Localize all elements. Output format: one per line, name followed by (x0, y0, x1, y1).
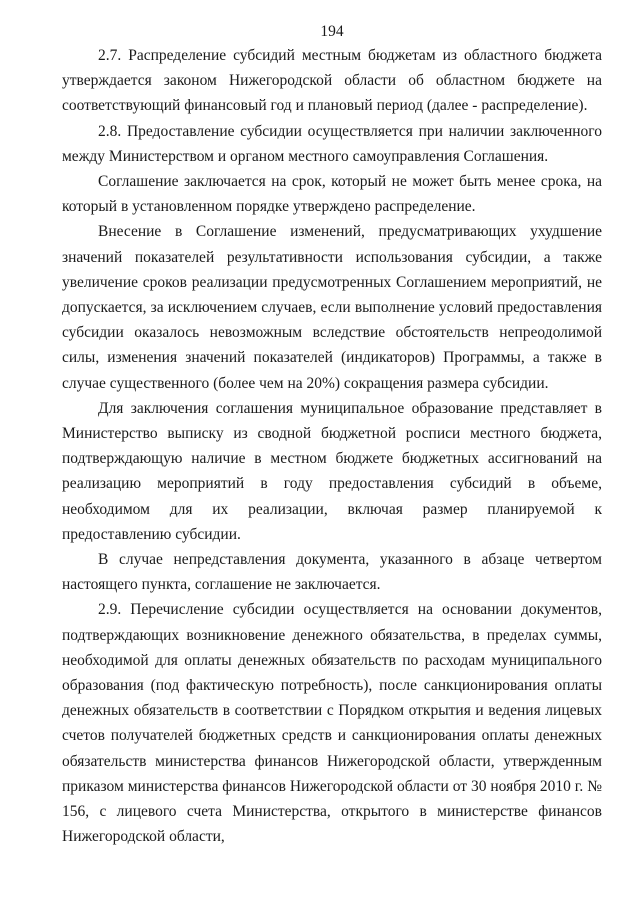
page-number: 194 (320, 23, 344, 40)
paragraph-agreement-changes: Внесение в Соглашение изменений, предусматривающих ухудшение значений показателей результативности использования субсидии, а также увеличение сроков реализации предусмотренных Соглашением мероприятий, не допускается, за исключением случаев, если выполнение условий предоставления субсидии оказалось невозможным вследствие обстоятельств непреодолимой силы, изменения значений показателей (индикаторов) Программы, а также в случае существенного (более чем на 20%) сокращения размера субсидии. (62, 223, 602, 392)
paragraph-2-7-distribution: 2.7. Распределение субсидий местным бюджетам из областного бюджета утверждается законом Нижегородской области об областном бюджете на соответствующий финансовый год и плановый период (далее - распределение). (62, 47, 602, 115)
paragraph-budget-extract: Для заключения соглашения муниципальное образование представляет в Министерство выписку из сводной бюджетной росписи местного бюджета, подтверждающую наличие в местном бюджете бюджетных ассигнований на реализацию мероприятий в году предоставления субсидий в объеме, необходимом для их реализации, включая размер планируемой к предоставлению субсидии. (62, 399, 602, 543)
paragraph-agreement-term: Соглашение заключается на срок, который не может быть менее срока, на который в установленном порядке утверждено распределение. (62, 173, 602, 216)
document-page (62, 22, 602, 850)
paragraph-2-9-transfer: 2.9. Перечисление субсидии осуществляется на основании документов, подтверждающих возникновение денежного обязательства, в пределах суммы, необходимой для оплаты денежных обязательств по расходам муниципального образования (под фактическую потребность), после санкционирования оплаты денежных обязательств в соответствии с Порядком открытия и ведения лицевых счетов получателей бюджетных средств и санкционирования оплаты денежных обязательств министерства финансов Нижегородской области, утвержденным приказом министерства финансов Нижегородской области от 30 ноября 2010 г. № 156, с лицевого счета Министерства, открытого в министерстве финансов Нижегородской области, (62, 601, 602, 846)
paragraph-2-8-agreement: 2.8. Предоставление субсидии осуществляется при наличии заключенного между Министерством и органом местного самоуправления Соглашения. (62, 122, 602, 165)
paragraph-non-submission: В случае непредставления документа, указанного в абзаце четвертом настоящего пункта, соглашение не заключается. (62, 551, 602, 594)
